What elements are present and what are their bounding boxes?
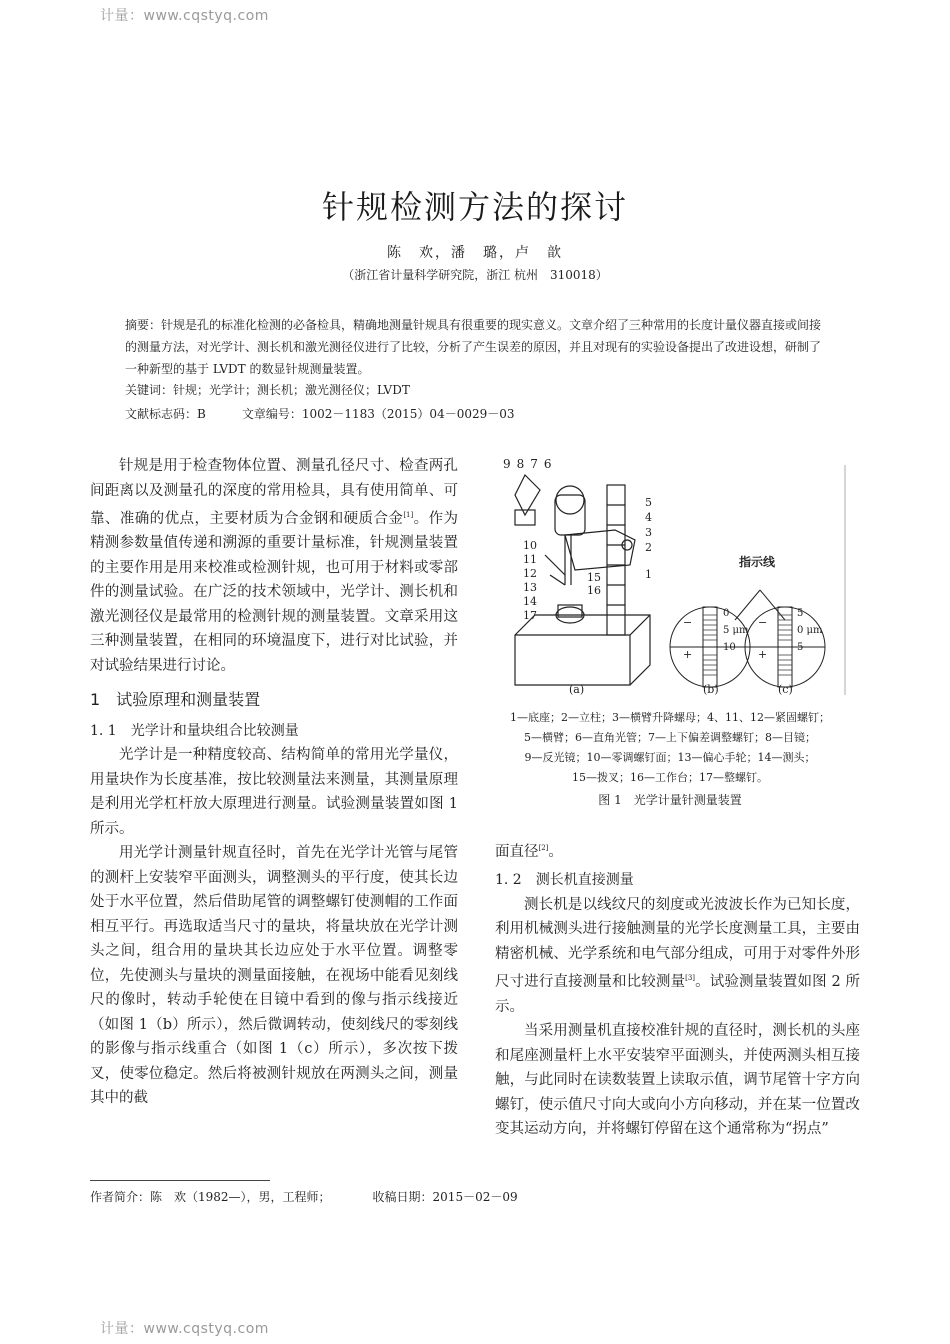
section-1-2-para-2: 当采用测量机直接校准针规的直径时，测长机的头座和尾座测量杆上水平安装窄平面测头，并使两测头相互接触，与此同时在读数装置上读取示值，调节尾管十字方向螺钉，使示值尺寸向大或向小方向移动，并在某一位置改变其运动方向，并将螺钉停留在这个通常称为“拐点”: [495, 1023, 860, 1138]
continued-text: 面直径[2]。: [495, 843, 563, 860]
affiliation: （浙江省计量科学研究院，浙江 杭州 310018）: [342, 268, 608, 282]
indicator-label: 指示线: [739, 555, 776, 569]
figure-1-drawing: [495, 455, 850, 705]
watermark-bottom: 计量：www.cqstyq.com: [100, 1321, 269, 1337]
figure-1: [495, 455, 850, 705]
ref-2: [2]: [538, 844, 549, 852]
circle-b-scale: 0 5 μm 10: [723, 608, 749, 653]
abstract: 摘要：针规是孔的标准化检测的必备检具，精确地测量针规具有很重要的现实意义。文章介绍了三种常用的长度计量仪器直接或间接的测量方法，对光学计、测长机和激光测径仪进行了比较，分析了产生误差的原因，并且对现有的实验设备提出了改进设想，研制了一种新型的基于 LVDT 的数显针规测量装置。: [125, 318, 822, 376]
left-column: [90, 454, 458, 1111]
authors: 陈 欢，潘 璐，卢 歆: [387, 245, 563, 261]
subfig-b: (b): [703, 683, 719, 696]
subfig-a: (a): [569, 683, 585, 696]
section-1-2-heading: 1. 2 测长机直接测量: [495, 872, 634, 889]
section-1-1-para-1: 光学计是一种精度较高、结构简单的常用光学量仪，用量块作为长度基准，按比较测量法来测量，其测量原理是利用光学杠杆放大原理进行测量。试验测量装置如图 1 所示。: [90, 747, 458, 837]
section-1-1-heading: 1. 1 光学计和量块组合比较测量: [90, 722, 299, 739]
ref-3: [3]: [685, 974, 696, 983]
keywords: 关键词：针规；光学计；测长机；激光测径仪；LVDT: [125, 383, 410, 397]
section-1-heading: 1 试验原理和测量装置: [90, 690, 261, 710]
fig-mid-labels: 15 16: [587, 571, 601, 597]
fig-left-labels: 10 11 12 13 14 17: [523, 539, 537, 622]
fig-right-labels: 5 4 3 2 1: [645, 496, 652, 581]
intro-paragraph: 针规是用于检查物体位置、测量孔径尺寸、检查两孔间距离以及测量孔的深度的常用检具，具有使用简单、可靠、准确的优点，主要材质为合金钢和硬质合金[1]。作为精测参数量值传递和溯源的重要计量标准，针规测量装置的主要作用是用来校准或检测针规，也可用于材料或零部件的测量试验。在广泛的技术领域中，光学计、测长机和激光测径仪是最常用的检测针规的测量装置。文章采用这三种测量装置，在相同的环境温度下，进行对比试验，并对试验结果进行讨论。: [90, 458, 459, 674]
section-1-2-para-1: 测长机是以线纹尺的刻度或光波波长作为已知长度，利用机械测头进行接触测量的光学长度测量工具，主要由精密机械、光学系统和电气部分组成，可用于对零件外形尺寸进行直接测量和比较测量[3]。试验测量装置如图 2 所示。: [495, 896, 860, 1015]
right-column: [495, 836, 860, 1142]
footnote-rule: [90, 1180, 270, 1181]
ref-1: [1]: [403, 511, 414, 519]
figure-1-caption: 图 1 光学计量针测量装置: [598, 793, 742, 807]
paper-title: 针规检测方法的探讨: [321, 188, 628, 226]
fig-top-labels: 9876: [503, 457, 558, 471]
watermark-top: 计量：www.cqstyq.com: [100, 8, 269, 24]
circle-c-scale: 5 0 μm 5: [797, 608, 823, 653]
footnote: 作者简介：陈 欢（1982—），男，工程师； 收稿日期：2015－02－09: [90, 1190, 518, 1204]
subfig-c: (c): [778, 683, 793, 696]
section-1-1-para-2: 用光学计测量针规直径时，首先在光学计光管与尾管的测杆上安装窄平面测头，调整测头的平行度，使其长边处于水平位置，然后借助尾管的调整螺钉使测帽的工作面相互平行。再选取适当尺寸的量块，将量块放在光学计测头之间，组合用的量块其长边应处于水平位置。调整零位，先使测头与量块的测量面接触，在视场中能看见刻线尺的像时，转动手轮使在目镜中看到的像与指示线接近（如图 1（b）所示），然后微调转动，使刻线尺的零刻线的影像与指示线重合（如图 1（c）所示），多次按下拨叉，使零位稳定。然后将被测针规放在两测头之间，测量其中的截: [90, 845, 458, 1107]
doc-info: 文献标志码：B 文章编号：1002－1183（2015）04－0029－03: [125, 407, 515, 421]
circle-c-signs: − +: [758, 616, 768, 661]
figure-1-legend: 1—底座；2—立柱；3—横臂升降螺母；4、11、12—紧固螺钉； 5—横臂；6—直角光管；7—上下偏差调整螺钉；8—目镜； 9—反光镜；10—零调螺钉面；13—偏心手轮；14—测头； 15—拨叉；16—工作台；17—整螺钉。 图 1 光学计量针测量装置: [480, 708, 860, 810]
circle-b-signs: − +: [683, 616, 693, 661]
